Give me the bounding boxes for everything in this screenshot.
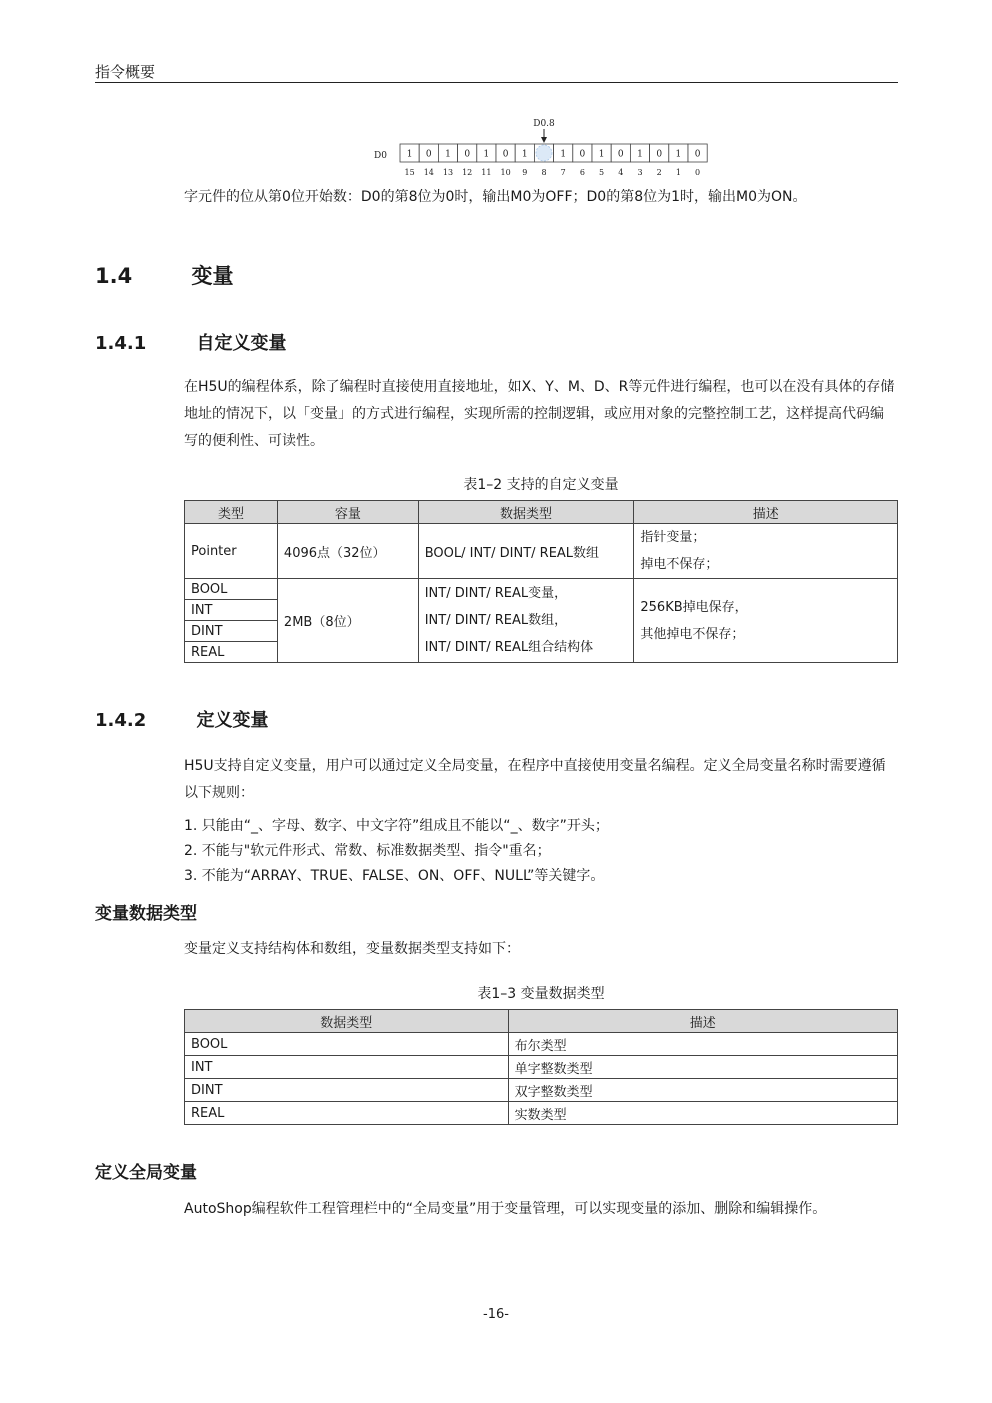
global-variables-heading: 定义全局变量	[95, 1163, 197, 1183]
bit-value: 0	[425, 149, 432, 160]
bit-index: 13	[442, 168, 454, 177]
bit-value: 1	[598, 149, 605, 160]
data-type-cell	[418, 579, 634, 663]
table1-caption: 表1–2 支持的自定义变量	[463, 477, 619, 493]
data-type-cell: BOOL/ INT/ DINT/ REAL数组	[418, 524, 634, 579]
section-title: 变量	[191, 264, 234, 288]
pointer-arrow-head	[541, 137, 547, 143]
description-cell: 实数类型	[508, 1102, 897, 1125]
header-cell: 描述	[634, 501, 898, 524]
table-row	[185, 1033, 898, 1056]
description-line: 其他掉电不保存；	[640, 626, 745, 642]
bit-value: 1	[445, 149, 451, 160]
description-cell	[634, 579, 898, 663]
header-cell: 数据类型	[418, 501, 634, 524]
bit-value: 0	[579, 149, 586, 160]
section-1-4-1-paragraph: 在H5U的编程体系，除了编程时直接使用直接地址，如X、Y、M、D、R等元件进行编程，也可以在没有具体的存储地址的情况下，以「变量」的方式进行编程，实现所需的控制逻辑，或应用对象的完整控制工艺，这样提高代码编写的便利性、可读性。	[184, 379, 895, 449]
bit-highlight	[536, 145, 552, 161]
global-variables-paragraph: AutoShop编程软件工程管理栏中的“全局变量”用于变量管理，可以实现变量的添加、删除和编辑操作。	[184, 1201, 827, 1217]
table-header-row	[185, 501, 898, 524]
variable-types-paragraph: 变量定义支持结构体和数组，变量数据类型支持如下：	[184, 941, 520, 957]
bit-value: 0	[617, 149, 624, 160]
pointer-label: D0.8	[533, 119, 555, 129]
list-item: 2. 不能与"软元件形式、常数、标准数据类型、指令"重名；	[184, 843, 551, 859]
data-type-cell: REAL	[185, 1102, 509, 1125]
bit-index: 7	[560, 168, 566, 177]
list-item: 1. 只能由“_、字母、数字、中文字符”组成且不能以“_、数字”开头；	[184, 818, 609, 834]
description-cell	[634, 524, 898, 579]
bit-index: 15	[404, 168, 415, 177]
bit-value: 0	[656, 149, 663, 160]
data-type-cell: INT	[185, 1056, 509, 1079]
bit-index: 9	[522, 168, 528, 177]
description-cell: 单字整数类型	[508, 1056, 897, 1079]
bit-index: 1	[675, 168, 681, 177]
section-title: 定义变量	[196, 710, 269, 731]
section-number: 1.4.2	[95, 710, 147, 731]
table-row	[185, 579, 898, 600]
header-rule	[95, 82, 898, 83]
bit-index: 12	[462, 168, 473, 177]
type-cell: Pointer	[185, 524, 278, 579]
header-cell: 类型	[185, 501, 278, 524]
variable-data-type-table	[184, 1009, 898, 1125]
running-header: 指令概要	[95, 63, 156, 81]
bit-index: 11	[481, 168, 492, 177]
table-row	[185, 1079, 898, 1102]
type-cell: DINT	[185, 621, 278, 642]
description-line: 256KB掉电保存，	[640, 599, 748, 615]
data-type-line: INT/ DINT/ REAL组合结构体	[424, 640, 594, 655]
register-label: D0	[374, 151, 387, 161]
bit-value: 1	[406, 149, 413, 160]
type-cell: BOOL	[185, 579, 278, 600]
data-type-cell: DINT	[185, 1079, 509, 1102]
section-number: 1.4.1	[95, 333, 147, 354]
type-cell: INT	[185, 600, 278, 621]
naming-rules-list	[184, 814, 896, 889]
capacity-cell: 4096点（32位）	[277, 524, 418, 579]
bit-value: 0	[694, 149, 701, 160]
bit-index: 4	[618, 168, 624, 177]
table-row	[185, 1056, 898, 1079]
bit-index: 5	[599, 168, 605, 177]
description-line: 指针变量；	[640, 530, 706, 545]
table-row	[185, 524, 898, 579]
description-line: 掉电不保存；	[640, 557, 719, 572]
variable-types-heading: 变量数据类型	[95, 904, 197, 924]
bit-index: 2	[656, 168, 662, 177]
section-1-4-heading	[95, 260, 234, 290]
description-cell: 布尔类型	[508, 1033, 897, 1056]
bit-index: 3	[637, 168, 643, 177]
bit-index: 10	[500, 168, 511, 177]
page-number: -16-	[483, 1307, 509, 1322]
capacity-cell: 2MB（8位）	[277, 579, 418, 663]
bit-index: 14	[423, 168, 434, 177]
table2-caption: 表1–3 变量数据类型	[477, 986, 605, 1002]
description-cell: 双字整数类型	[508, 1079, 897, 1102]
bit-index: 0	[695, 168, 701, 177]
bit-value: 1	[675, 149, 682, 160]
header-cell: 容量	[277, 501, 418, 524]
table-header-row	[185, 1010, 898, 1033]
table-row	[185, 1102, 898, 1125]
type-cell: REAL	[185, 642, 278, 663]
bit-value: 1	[483, 149, 490, 160]
header-cell: 数据类型	[185, 1010, 509, 1033]
data-type-line: INT/ DINT/ REAL数组，	[424, 613, 568, 628]
bit-value: 0	[502, 149, 509, 160]
bit-index: 8	[541, 168, 547, 177]
bit-index: 6	[579, 168, 585, 177]
bit-value: 1	[560, 149, 567, 160]
bit-value: 1	[521, 149, 528, 160]
section-1-4-2-heading	[95, 706, 269, 732]
data-type-line: INT/ DINT/ REAL变量，	[424, 586, 568, 601]
bit-value: 0	[464, 149, 471, 160]
section-title: 自定义变量	[196, 333, 287, 354]
data-type-cell: BOOL	[185, 1033, 509, 1056]
list-item: 3. 不能为“ARRAY、TRUE、FALSE、ON、OFF、NULL”等关键字。	[184, 868, 605, 884]
custom-variable-table	[184, 500, 898, 663]
section-1-4-2-paragraph: H5U支持自定义变量，用户可以通过定义全局变量，在程序中直接使用变量名编程。定义全局变量名称时需要遵循以下规则：	[184, 758, 886, 801]
bit-value: 1	[637, 149, 643, 160]
section-number: 1.4	[95, 264, 133, 288]
section-1-4-1-heading	[95, 329, 287, 355]
bit-diagram-caption: 字元件的位从第0位开始数：D0的第8位为0时，输出M0为OFF；D0的第8位为1时，输出M0为ON。	[184, 189, 807, 205]
header-cell: 描述	[508, 1010, 897, 1033]
bit-diagram	[372, 118, 712, 180]
